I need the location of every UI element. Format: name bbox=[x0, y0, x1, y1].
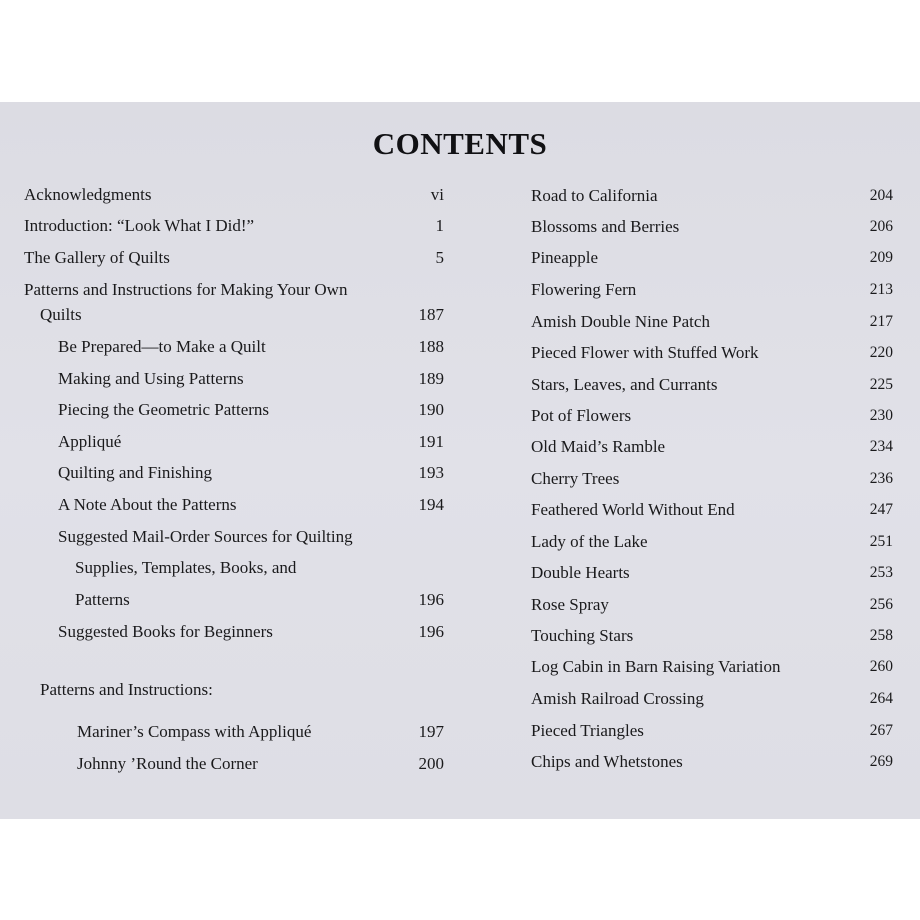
toc-entry-page: 194 bbox=[418, 495, 444, 514]
toc-entry-page: 197 bbox=[418, 722, 444, 741]
toc-entry-page: 191 bbox=[418, 432, 444, 451]
toc-entry-title: The Gallery of Quilts bbox=[24, 248, 170, 267]
toc-entry-page: 217 bbox=[869, 313, 893, 330]
toc-entry-page: 260 bbox=[869, 658, 893, 675]
toc-entry-title: Piecing the Geometric Patterns bbox=[58, 400, 270, 419]
toc-entry-title: Johnny ’Round the Corner bbox=[77, 754, 258, 773]
toc-entry-title: Quilts bbox=[40, 305, 82, 324]
page-title: CONTENTS bbox=[372, 126, 548, 161]
toc-entry-title: Pieced Triangles bbox=[531, 721, 644, 740]
toc-entry-title: Rose Spray bbox=[531, 595, 609, 614]
toc-entry-page: 204 bbox=[869, 187, 893, 204]
toc-entry-title: Acknowledgments bbox=[24, 185, 152, 204]
toc-entry-title: Pieced Flower with Stuffed Work bbox=[531, 343, 759, 362]
contents-page bbox=[0, 102, 920, 819]
toc-entry-page: 1 bbox=[435, 216, 444, 235]
toc-entry-title: Be Prepared—to Make a Quilt bbox=[58, 337, 266, 356]
toc-entry-title: Double Hearts bbox=[531, 563, 630, 582]
toc-entry-title: Log Cabin in Barn Raising Variation bbox=[531, 657, 781, 676]
toc-entry-title: Pineapple bbox=[531, 248, 599, 267]
toc-entry-page: 267 bbox=[869, 722, 893, 739]
toc-entry-title: Patterns bbox=[75, 590, 130, 609]
toc-entry-title: Suggested Mail-Order Sources for Quilting bbox=[58, 527, 353, 546]
toc-entry-title: A Note About the Patterns bbox=[58, 495, 237, 514]
toc-entry-page: 253 bbox=[869, 564, 893, 581]
toc-entry-title: Chips and Whetstones bbox=[531, 752, 683, 771]
toc-entry-title: Amish Double Nine Patch bbox=[531, 312, 710, 331]
toc-entry-title: Patterns and Instructions for Making Your Own bbox=[24, 280, 348, 299]
toc-entry-title: Old Maid’s Ramble bbox=[531, 437, 666, 456]
toc-entry-page: 189 bbox=[418, 369, 444, 388]
toc-entry-page: 196 bbox=[418, 590, 444, 609]
toc-entry-page: 193 bbox=[418, 463, 444, 482]
toc-entry-page: 213 bbox=[869, 281, 893, 298]
toc-entry-title: Pot of Flowers bbox=[531, 406, 632, 425]
toc-entry-page: 206 bbox=[869, 218, 893, 235]
toc-entry-title: Amish Railroad Crossing bbox=[531, 689, 704, 708]
toc-entry-page: 234 bbox=[869, 438, 893, 455]
toc-entry-title: Road to California bbox=[531, 186, 658, 205]
toc-entry-title: Patterns and Instructions: bbox=[40, 680, 213, 699]
toc-entry-title: Making and Using Patterns bbox=[58, 369, 244, 388]
toc-entry-page: 187 bbox=[418, 305, 444, 324]
toc-entry-title: Lady of the Lake bbox=[531, 532, 648, 551]
toc-entry-page: 188 bbox=[418, 337, 444, 356]
toc-entry-page: 269 bbox=[869, 753, 893, 770]
toc-entry-page: 225 bbox=[869, 376, 893, 393]
toc-entry-page: 251 bbox=[869, 533, 893, 550]
toc-entry-page: 190 bbox=[418, 400, 444, 419]
toc-entry-page: 220 bbox=[869, 344, 893, 361]
toc-entry-title: Mariner’s Compass with Appliqué bbox=[77, 722, 312, 741]
toc-entry-page: 264 bbox=[869, 690, 893, 707]
toc-entry-title: Touching Stars bbox=[531, 626, 634, 645]
toc-entry-title: Supplies, Templates, Books, and bbox=[75, 558, 297, 577]
toc-entry-page: vi bbox=[430, 185, 444, 204]
toc-entry-page: 209 bbox=[869, 249, 893, 266]
toc-entry-title: Introduction: “Look What I Did!” bbox=[24, 216, 255, 235]
toc-entry-title: Cherry Trees bbox=[531, 469, 620, 488]
toc-entry-page: 200 bbox=[418, 754, 444, 773]
toc-entry-title: Feathered World Without End bbox=[531, 500, 735, 519]
toc-entry-page: 256 bbox=[869, 596, 893, 613]
toc-entry-title: Blossoms and Berries bbox=[531, 217, 680, 236]
toc-entry-page: 196 bbox=[418, 622, 444, 641]
toc-entry-title: Suggested Books for Beginners bbox=[58, 622, 273, 641]
toc-entry-title: Flowering Fern bbox=[531, 280, 637, 299]
toc-entry-title: Stars, Leaves, and Currants bbox=[531, 375, 718, 394]
toc-entry-page: 5 bbox=[435, 248, 444, 267]
toc-entry-page: 230 bbox=[869, 407, 893, 424]
toc-entry-page: 258 bbox=[869, 627, 893, 644]
toc-entry-page: 236 bbox=[869, 470, 893, 487]
toc-entry-page: 247 bbox=[869, 501, 893, 518]
toc-entry-title: Quilting and Finishing bbox=[58, 463, 212, 482]
toc-entry-title: Appliqué bbox=[58, 432, 122, 451]
